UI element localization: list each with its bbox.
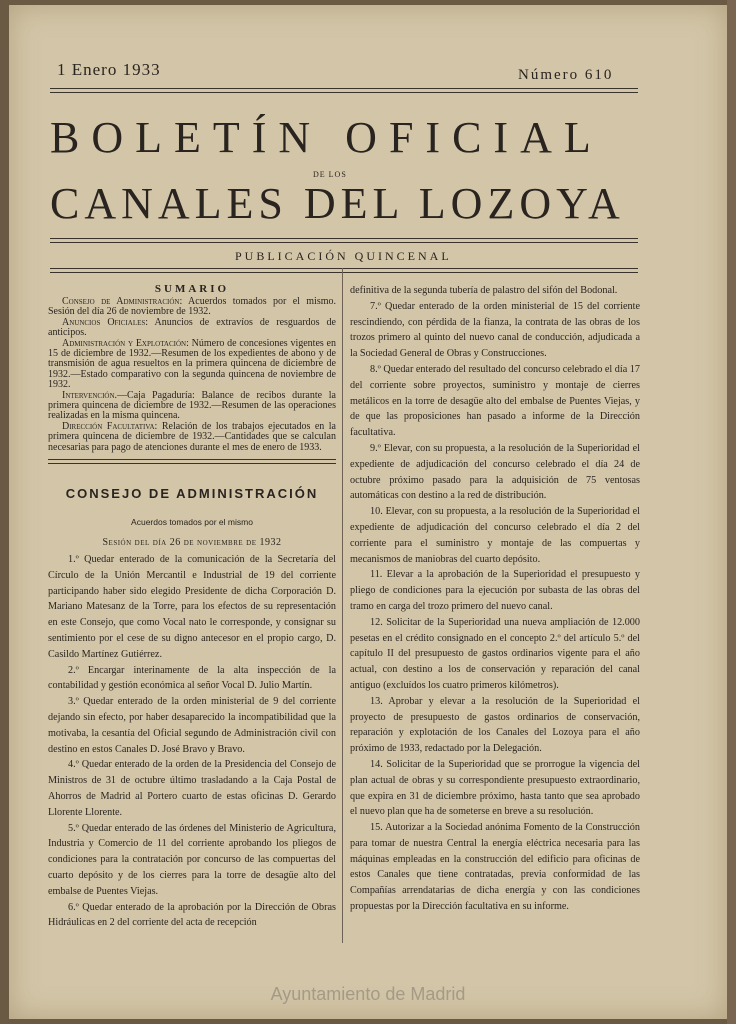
paragraph: definitiva de la segunda tubería de palastro del sifón del Bodonal.: [350, 285, 618, 296]
paragraph: 1.º Quedar enterado de la comunicación de la Secretaría del Círculo de la Unión Mercantil e Industrial de 19 del corriente participando haber sido elegido Presidente de dicha Corporación D. Mariano Matesanz de la Torre, para los efectos de su representación en este Consejo, que como Vocal nato le corresponde, y consignar su sentimiento por el cese de su digno antecesor en el propio cargo, D. Casildo Martínez Gutiérrez.: [48, 554, 336, 660]
summary-item: Administración y Explotación: Número de concesiones vigentes en 15 de diciembre de 1932.—Resumen de los expedientes de abono y de transmisión de agua resueltos en la primera quincena de diciembre de 1932.—Estado comparativo con la segunda quincena de noviembre de 1932.: [48, 337, 337, 391]
summary-item: Consejo de Administración: Acuerdos tomados por el mismo. Sesión del día 26 de noviembre de 1932.: [48, 296, 336, 318]
paragraph: 11. Elevar a la aprobación de la Superioridad el presupuesto y pliego de condiciones para la ejecución por subasta de las obras del tramo en carga del trozo primero del nuevo canal.: [350, 569, 640, 612]
summary-item: Dirección Facultativa: Relación de los trabajos ejecutados en la primera quincena de diciembre de 1932.—Cantidades que se calculan necesarias para pago de atenciones durante el mes de enero de 1933.: [48, 420, 336, 453]
summary-title: SUMARIO: [154, 283, 230, 295]
sub-rule: [50, 268, 638, 269]
paragraph: 13. Aprobar y elevar a la resolución de la Superioridad el proyecto de presupuesto de gastos ordinarios de conservación, reparación y explotación de los Canales del Lozoya para el año próximo de 1933, redactado por la Delegación.: [350, 695, 640, 755]
left-body: [48, 552, 336, 931]
right-body: [350, 283, 640, 915]
paragraph: 7.º Quedar enterado de la orden ministerial de 15 del corriente rescindiendo, con pérdida de la fianza, la contrata de las obras de los trozos primero al quinto del nuevo canal de conducción, adjudicada a la Sociedad General de Obras y Construcciones.: [350, 300, 640, 360]
masthead-line1: BOLETÍN OFICIAL: [50, 113, 603, 162]
section-heading: CONSEJO DE ADMINISTRACIÓN: [65, 486, 319, 502]
paragraph: 9.º Elevar, con su propuesta, a la resolución de la Superioridad el expediente de adjudicación del concurso celebrado el día 24 de octubre próximo pasado para la adquisición de 75 ventosas automáticas con destino a la red de distribución.: [350, 442, 640, 502]
masthead-rule: [50, 238, 638, 239]
paragraph: 14. Solicitar de la Superioridad que se prorrogue la vigencia del plan actual de obras y su correspondiente presupuesto extraordinario, que expira en 31 de diciembre próximo, hasta tanto que sea aprobado el nuevo plan que ha de someterse en breve a su resolución.: [350, 758, 640, 818]
paragraph: 10. Elevar, con su propuesta, a la resolución de la Superioridad el expediente de adjudicación del concurso celebrado el día 2 del corriente para el suministro y montaje de las compuertas y mecanismos de maniobras del cuarto depósito.: [350, 506, 640, 565]
issue-date: 1 Enero 1933: [57, 60, 161, 79]
summary-item: Intervención.—Caja Pagaduría: Balance de recibos durante la primera quincena de diciembre de 1932.—Resumen de las operaciones realizadas en la misma quincena.: [48, 389, 336, 422]
paragraph: 12. Solicitar de la Superioridad una nueva ampliación de 12.000 pesetas en el crédito consignado en el concepto 2.º del artículo 5.º del capítulo II del presupuesto de gastos ordinarios vigente para el año actual, con destino a los de conservación y reparación del canal antiguo (excluídos los cuatro primeros kilómetros).: [350, 616, 640, 691]
paragraph: 4.º Quedar enterado de la orden de la Presidencia del Consejo de Ministros de 31 de octubre último trasladando a la Caja Postal de Ahorros de Madrid al Portero cuarto de estas oficinas D. Gerardo Llorente Llorente.: [48, 759, 336, 818]
section-subheading: Acuerdos tomados por el mismo: [131, 517, 253, 528]
paragraph: 8.º Quedar enterado del resultado del concurso celebrado el día 17 del corriente sobre proyectos, suministro y montaje de cierres metálicos en la torre de desagüe alto del embalse de Puentes Viejas, y de que las proposiciones han pasado a informe de la Dirección facultativa.: [350, 363, 640, 439]
issue-number: Número 610: [518, 67, 614, 83]
page-edge: [727, 0, 736, 1024]
column-divider: [342, 268, 343, 943]
session-heading: Sesión del día 26 de noviembre de 1932: [102, 537, 282, 549]
masthead-de-los: DE LOS: [313, 170, 347, 179]
paragraph: 2.º Encargar interinamente de la alta inspección de la contabilidad y gestión económica al señor Vocal D. Julio Martín.: [48, 664, 336, 692]
paragraph: 15. Autorizar a la Sociedad anónima Fomento de la Construcción para tomar de nuestra Central la energía eléctrica necesaria para las máquinas empleadas en la construcción del edificio para oficinas de estos Canales que tiene contratadas, previa conformidad de las Compañías arrendatarias de dicha energía y con las condiciones propuestas por la Dirección facultativa en su informe.: [350, 822, 640, 913]
paragraph: 6.º Quedar enterado de la aprobación por la Dirección de Obras Hidráulicas en 2 del corriente del acta de recepción: [48, 901, 336, 929]
summary: [48, 297, 336, 453]
top-rule: [50, 88, 638, 89]
watermark: Ayuntamiento de Madrid: [270, 984, 466, 1004]
paragraph: 3.º Quedar enterado de la orden ministerial de 9 del corriente dejando sin efecto, por haber desaparecido la incompatibilidad que la motivaba, la cesantía del Oficial segundo de Administración civil con destino en estos Canales D. José Bravo y Bravo.: [48, 696, 336, 755]
summary-rule-2: [48, 463, 336, 464]
top-rule-2: [50, 92, 638, 93]
masthead-rule-2: [50, 242, 638, 243]
summary-item: Anuncios Oficiales: Anuncios de extravíos de resguardos de anticipos.: [48, 316, 336, 339]
right-column: [350, 283, 640, 915]
publication-frequency: PUBLICACIÓN QUINCENAL: [235, 249, 452, 263]
left-column: [48, 283, 336, 931]
sub-rule-2: [50, 272, 638, 273]
paragraph: 5.º Quedar enterado de las órdenes del Ministerio de Agricultura, Industria y Comercio de 11 del corriente aprobando los pliegos de condiciones para la contratación por concurso de las compuertas del cuarto depósito y de los cierres para la torre de desagüe alto del embalse de Puentes Viejas.: [48, 822, 336, 897]
summary-rule: [48, 459, 336, 460]
masthead-line2: CANALES DEL LOZOYA: [50, 179, 625, 228]
